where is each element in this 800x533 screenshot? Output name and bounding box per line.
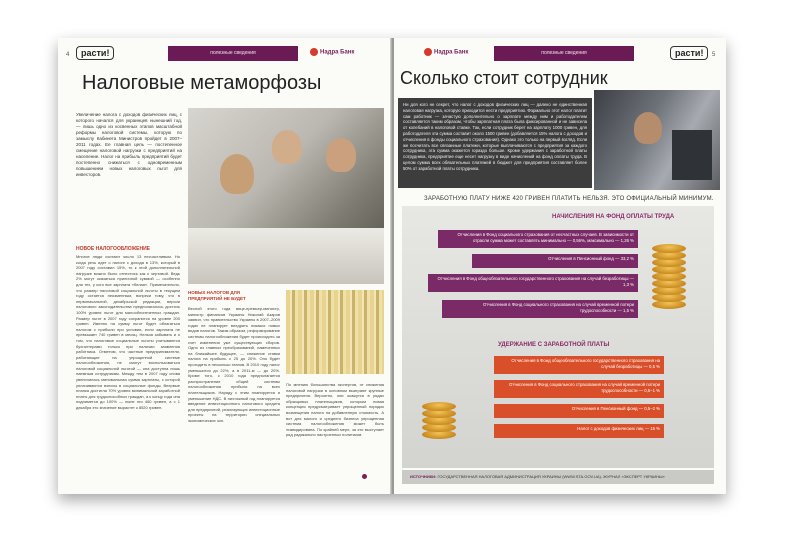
worker-machine-photo bbox=[594, 90, 720, 190]
coin bbox=[422, 402, 456, 411]
section-label-right: полезные сведения bbox=[494, 46, 634, 61]
right-intro-box: Ни для кого не секрет, что налог с доходов физических лиц — далеко не единственная налоговая нагрузка, которую приходится нести предприятию. Формально этот налог платит сам работник — зачастую дополнительно о зарплате между ним и работодателем составляется таким образом, чтобы зарплатная плата была фиксированной и не зависела от колебаний в налоговой ставке. Так, если сотрудник берет на зарплату 1000 гривен, для работодателя эта сумма составит около 1500 гривен (добавляется 15% налога с доходов и отчисления в фонды социального страхования). Однако это только на первый взгляд. Если же посчитать все связанные платежи, которые выплачиваются с предприятия за каждого сотрудника, эта сумма окажется гораздо больше. Кроме удержания с заработной платы сотрудника, предприятие еще несет нагрузку в виде начислений на фонд оплаты труда. В целом сумма всех обязательных платежей в бюджет для предприятия составляет более 50% от заработной платы сотрудника. bbox=[398, 98, 592, 188]
sources-text: ГОСУДАРСТВЕННАЯ НАЛОГОВАЯ АДМИНИСТРАЦИЯ УКРАИНЫ (WWW.STA.GOV.UA), ЖУРНАЛ «ЭКСПЕРТ УКРАИНЫ» bbox=[437, 474, 665, 479]
deduction-item: Отчисления в Фонд общеобязательного государственного страхования на случай безработицы — 0,5 % bbox=[494, 356, 664, 374]
article-end-icon bbox=[362, 474, 367, 479]
coin-stack-icon bbox=[652, 240, 686, 310]
bank-name-right: Надра Банк bbox=[434, 49, 469, 56]
accrual-item: Отчисления в Пенсионный фонд — 33,2 % bbox=[472, 254, 638, 268]
deduction-item: Отчисления в Пенсионный фонд — 0,5–2 % bbox=[494, 404, 664, 418]
coin-stack-icon bbox=[422, 392, 456, 440]
deduction-item: Отчисления в Фонд социального страхования на случай временной потери трудоспособности — 0,5–1 % bbox=[494, 380, 664, 398]
left-page-title: Налоговые метаморфозы bbox=[82, 72, 322, 94]
left-page bbox=[58, 38, 392, 494]
sources-label: ИСТОЧНИКИ: bbox=[410, 474, 437, 479]
page-number-right: 5 bbox=[712, 52, 716, 58]
person-figure bbox=[220, 154, 254, 194]
right-page bbox=[394, 38, 726, 494]
person-figure bbox=[272, 130, 302, 164]
magazine-spread bbox=[58, 38, 726, 494]
person-figure bbox=[634, 112, 662, 144]
accruals-section-title: НАЧИСЛЕНИЯ НА ФОНД ОПЛАТЫ ТРУДА bbox=[552, 214, 675, 220]
left-column-1: Многие люди считают число 13 несчастливым. Но когда речь идет о налоге с дохода в 13%, который в 2007 году составил 15%, то к этой дополнительной нагрузке можно было отнестись как к чертовой. Ведь 2% могут оказаться приличной суммой — особенно для тех, у кого все зарплата «белая». Примечательно, что размер налоговой социальной льготы в текущем году остается неизменным, вопреки тому, что в первоначальной, декабрьской редакции, версии налогового законодательства предполагалось достичь 100% уровня льгот для малообеспеченных граждан. Размер льгот в 2007 году сохранится на уровне 200 гривен. Именно на сумму льгот будет облагаться налогом с прибыли при условии, если зарплата не превышает 740 гривен в месяц. Нельзя забывать и о том, что налоговые социальные льготы учитываются бухгалтерами только при наличии заявления работника. Отметим, что частные предприниматели, работающие на упрощенной системе налогообложения, не смогут воспользоваться налоговой социальной льготой — она доступна лишь наемным сотрудникам. Между тем в 2007 году снова увеличилась минимальная сумма зарплаты, с которой уплачиваются взносы в социальные фонды. Впервые планка достигла 70% уровня минимальной заработной платы для трудоспособных граждан, а к концу года она поднимется до 100% — ныне это 460 гривен, а с 1 декабря это значение вырастет к 8520 гривен. bbox=[76, 254, 180, 411]
person-figure bbox=[326, 138, 356, 172]
deduction-item: Налог с доходов физических лиц — 15 % bbox=[494, 424, 664, 438]
page-number-left: 4 bbox=[66, 52, 70, 58]
machine-shape bbox=[672, 130, 712, 180]
section-label-left: полезные сведения bbox=[168, 46, 298, 61]
left-column-3: По мнению большинства экспертов, от снижения налоговой нагрузки в основном выиграют крупные предприятия. Вероятно, они окажутся в рядах образцовых плательщиков, которым новая концепция предусматривает упрощенный порядок возмещения налога на добавленную стоимость. А вот для малого и среднего бизнеса упрощенная система налогообложения может быть ликвидирована. По крайней мере, за это выступает ряд радикально настроенных политиков. bbox=[286, 382, 384, 438]
meeting-table bbox=[188, 228, 384, 284]
archive-files-photo bbox=[286, 290, 384, 374]
business-meeting-photo bbox=[188, 108, 384, 284]
bank-logo-left bbox=[310, 48, 354, 56]
left-lead-paragraph: Увеличение налога с доходов физических лиц, с которого начался для украинцев нынешний год, — лишь одно из косвенных этапов масштабной реформы налоговой системы, которую по замыслу Кабинета Министров пройдет в 2007–2011 годах. Ее главная цель — постепенное смещение налоговой нагрузки с предприятий на население. Налог на прибыль предприятий будет постепенно снижаться с одновременным повышением новых налоговых льгот для инвесторов. bbox=[76, 112, 182, 177]
nadra-flower-icon bbox=[310, 48, 318, 56]
sources-footer bbox=[402, 470, 714, 484]
bank-name-left: Надра Банк bbox=[320, 49, 355, 56]
left-subhead-1: НОВОЕ НАЛОГООБЛОЖЕНИЕ bbox=[76, 246, 151, 252]
bank-logo-right bbox=[424, 48, 468, 56]
left-column-2: Весной этого года вице-премьер-министр, министр финансов Украины Николай Азаров заявил, что правительство Украины в 2007–2009 годах не планирует внедрять никаких новых видов налогов. Таким образом, реформирование системы налогообложения будет происходить за счет изменения уже существующих сборов. Одно из главных преобразований, намеченных на ближайшее будущее, — снижение ставки налога на прибыль с 25 до 20%. Оно будет проходить в несколько этапов. В 2010 году налог уменьшится до 22%, а в 2011-м — до 20%. Кроме того, с 2010 года предполагается распространение общей системы налогообложения прибыли на всех плательщиков. Наряду с этим планируется и уменьшение НДС. В ничтожный год планируется введение инвестиционного налогового кредита для предприятий, реализующих инвестиционные проекты на территории специальных экономических зон. bbox=[188, 306, 280, 423]
rasti-logo-right: расти! bbox=[670, 46, 708, 60]
deductions-section-title: УДЕРЖАНИЕ С ЗАРАБОТНОЙ ПЛАТЫ bbox=[498, 342, 610, 348]
left-subhead-2: НОВЫХ НАЛОГОВ ДЛЯ ПРЕДПРИЯТИЙ НЕ БУДЕТ bbox=[188, 290, 246, 301]
right-page-title: Сколько стоит сотрудник bbox=[400, 68, 608, 88]
accrual-item: Отчисления в Фонд социального страхования от несчастных случаев. В зависимости от отрасли сумма может составлять минимально — 0,56%, максимально — 1,26 % bbox=[438, 230, 638, 248]
payments-infographic bbox=[402, 206, 714, 468]
rasti-logo-left: расти! bbox=[76, 46, 114, 60]
nadra-flower-icon bbox=[424, 48, 432, 56]
minimum-wage-tagline: ЗАРАБОТНУЮ ПЛАТУ НИЖЕ 420 ГРИВЕН ПЛАТИТЬ НЕЛЬЗЯ. ЭТО ОФИЦИАЛЬНЫЙ МИНИМУМ. bbox=[424, 196, 714, 202]
accrual-item: Отчисления в Фонд социального страхования на случай временной потери трудоспособности — 1,5 % bbox=[442, 300, 638, 318]
accrual-item: Отчисления в Фонд общеобязательного государственного страхования на случай безработицы — 1,3 % bbox=[428, 274, 638, 292]
coin bbox=[652, 244, 686, 253]
